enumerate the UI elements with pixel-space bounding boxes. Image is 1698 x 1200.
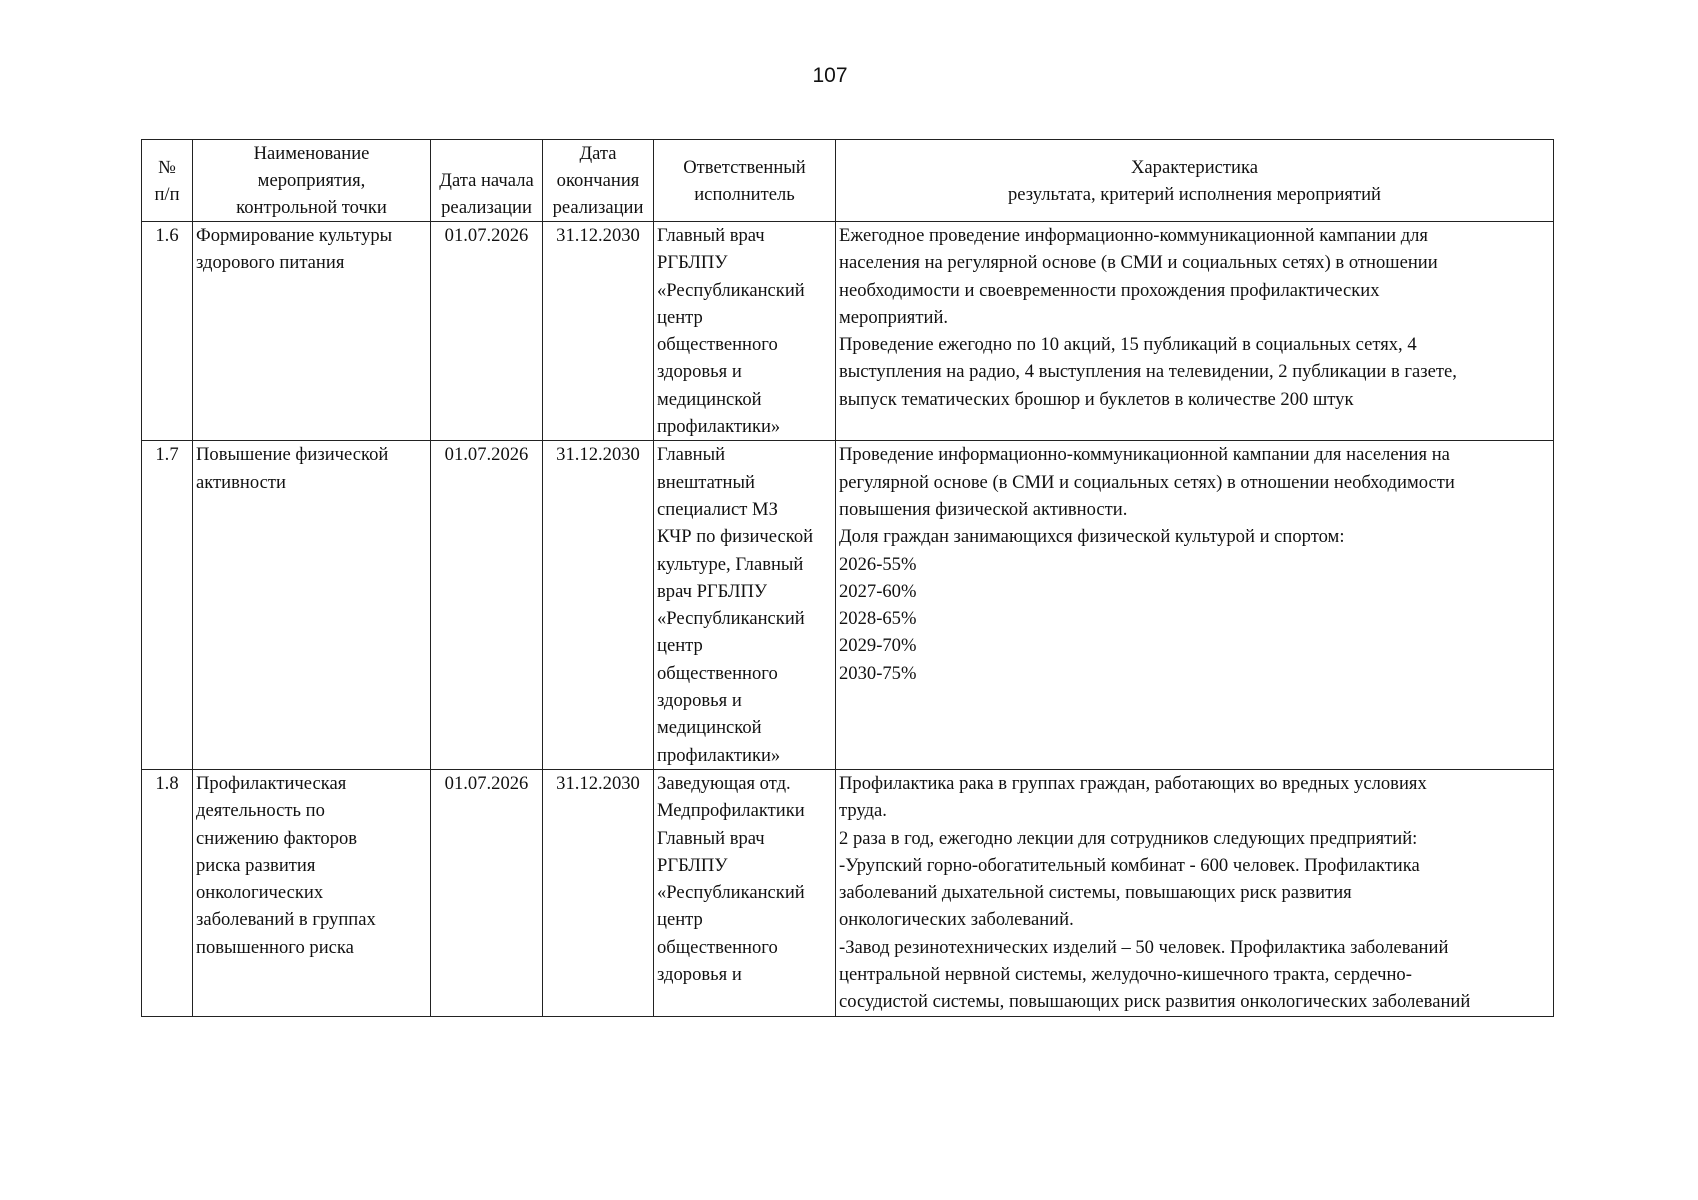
row-name: Повышение физической активности <box>193 441 431 770</box>
row-responsible: Заведующая отд. Медпрофилактики Главный врач РГБЛПУ «Республиканский центр общественного здоровья и <box>654 769 836 1016</box>
row-responsible: Главный врач РГБЛПУ «Республиканский центр общественного здоровья и медицинской профилактики» <box>654 222 836 441</box>
row-end-date: 31.12.2030 <box>543 441 654 770</box>
row-name: Профилактическая деятельность по снижению факторов риска развития онкологических заболеваний в группах повышенного риска <box>193 769 431 1016</box>
row-number: 1.6 <box>142 222 193 441</box>
row-end-date: 31.12.2030 <box>543 222 654 441</box>
header-responsible: Ответственный исполнитель <box>654 140 836 222</box>
header-name: Наименование мероприятия, контрольной точки <box>193 140 431 222</box>
table-header-row <box>142 140 1554 222</box>
table-row <box>142 222 1554 441</box>
row-number: 1.8 <box>142 769 193 1016</box>
row-responsible: Главный внештатный специалист МЗ КЧР по физической культуре, Главный врач РГБЛПУ «Республиканский центр общественного здоровья и медицинской профилактики» <box>654 441 836 770</box>
row-name: Формирование культуры здорового питания <box>193 222 431 441</box>
row-end-date: 31.12.2030 <box>543 769 654 1016</box>
header-start-date: Дата начала реализации <box>431 140 543 222</box>
row-start-date: 01.07.2026 <box>431 441 543 770</box>
row-start-date: 01.07.2026 <box>431 769 543 1016</box>
page-number: 107 <box>812 64 848 87</box>
row-number: 1.7 <box>142 441 193 770</box>
header-result: Характеристика результата, критерий исполнения мероприятий <box>836 140 1554 222</box>
table-row <box>142 441 1554 770</box>
row-result: Профилактика рака в группах граждан, работающих во вредных условиях труда. 2 раза в год, ежегодно лекции для сотрудников следующих предприятий: -Урупский горно-обогатительный комбинат - 600 человек. Профилактика заболеваний дыхательной системы, повышающих риск развития онкологических заболеваний. -Завод резинотехнических изделий – 50 человек. Профилактика заболеваний центральной нервной системы, желудочно-кишечного тракта, сердечно- сосудистой системы, повышающих риск развития онкологических заболеваний <box>836 769 1554 1016</box>
row-start-date: 01.07.2026 <box>431 222 543 441</box>
row-result: Ежегодное проведение информационно-коммуникационной кампании для населения на регулярной основе (в СМИ и социальных сетях) в отношении необходимости и своевременности прохождения профилактических мероприятий. Проведение ежегодно по 10 акций, 15 публикаций в социальных сетях, 4 выступления на радио, 4 выступления на телевидении, 2 публикации в газете, выпуск тематических брошюр и буклетов в количестве 200 штук <box>836 222 1554 441</box>
row-result: Проведение информационно-коммуникационной кампании для населения на регулярной основе (в СМИ и социальных сетях) в отношении необходимости повышения физической активности. Доля граждан занимающихся физической культурой и спортом: 2026-55% 2027-60% 2028-65% 2029-70% 2030-75% <box>836 441 1554 770</box>
header-num: № п/п <box>142 140 193 222</box>
table-row <box>142 769 1554 1016</box>
header-end-date: Дата окончания реализации <box>543 140 654 222</box>
measures-table <box>141 139 1554 1017</box>
